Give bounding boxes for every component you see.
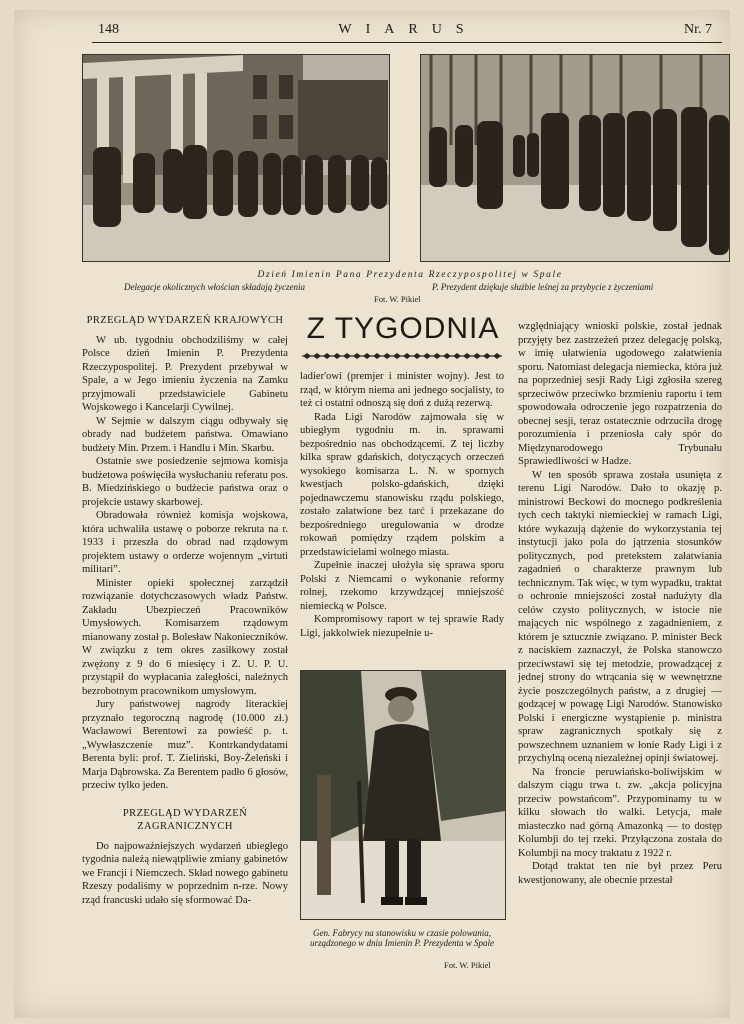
header-rule: [92, 42, 722, 43]
issue-number: Nr. 7: [684, 22, 712, 37]
left-paragraph: Obradowała również komisja wojskowa, która uchwaliła ustawę o poborze rekruta na r. 1933 i przeszła do obrad nad rządowym projektem ustawy o orderze wojennym „virtuti militari”.: [82, 510, 288, 575]
left-paragraph: W Sejmie w dalszym ciągu odbywały się obrady nad budżetem państwa. Omawiano budżety Min. Przem. i Handlu i Min. Skarbu.: [82, 415, 288, 454]
right-paragraph: Na froncie peruwiańsko-boliwijskim w dalszym ciągu trwa t. zw. „akcja policyjna przeciw powstańcom”. Przypominamy tu w kilku słowach tło walki. Letycja, małe miasteczko nad górną Amazonką — to dostęp Kolumbji do tej rzeki. Przyłączona została do Kolumbji na mocy traktatu z 1922 r.: [518, 766, 722, 859]
right-paragraph: W ten sposób sprawa została usunięta z terenu Ligi Narodów. Dało to okazję p. ministrowi Beckowi do mocnego podkreślenia tych cech taktyki niemieckiej w ramach Ligi, które wykazują dążenie do wykorzystania tej instytucji jako pola do jątrzenia stosunków politycznych, pod pretekstem załatwiania zagadnień o charakterze prawnym lub technicznym. Tak więc, w tym wypadku, traktat o ochronie mniejszości został nadużyty dla celów czysto politycznych, w istocie nie mających nic wspólnego z zagadnieniem, z którem je sztucznie związano. P. minister Beck z naciskiem zaznaczył, że Polska stanowczo przeciwstawi się tej metodzie, prowadzącej z jednej strony do wtrącania się w wewnętrzne życie poszczególnych państw, a z drugiej — godzącej w powagę Ligi Narodów. Stanowisko Polski i energiczne wystąpienie p. ministra spraw zagranicznych spotkały się z powszechnem uznaniem w łonie Rady Ligi i z przychylną oceną niezależnej opinji światowej.: [518, 469, 722, 764]
photo-forest-service: [420, 54, 730, 262]
right-paragraph: względniający wnioski polskie, został jednak przyjęty bez zastrzeżeń przez delegację polską, w imię ułatwienia ugodowego załatwienia sporu. Natomiast delegacja niemiecka, która już na poprzedniej sesji Rady Ligi zgłosiła szereg sprzeciwów przeciwko brzmieniu raportu i tem spowodowała odroczenie jego rozpatrzenia do obecnej sesji, teraz ostatecznie odrzuciła drogę porozumienia i przeniosła cały spór do Międzynarodowego Trybunału Sprawiedliwości w Hadze.: [518, 321, 722, 467]
top-caption-left: Delegacje okolicznych włościan składają życzenia: [124, 282, 305, 292]
left-paragraph: Minister opieki społecznej zarządził rozwiązanie dotychczasowych władz Państw. Zakładu Ubezpieczeń Pracowników Umysłowych. Komisarzem rządowym mianowany został p. Bolesław Nakonieczników. W związku z tem okres zasiłkowy został zwężony z 9 do 6 miesięcy i Z. U. P. U. przystąpił do wypłacania zaległości, należnych bezrobotnym pracownikom umysłowym.: [82, 577, 288, 697]
page-number: 148: [98, 22, 119, 37]
left-paragraph: Ostatnie swe posiedzenie sejmowa komisja budżetowa poświęciła wysłuchaniu referatu pos. B. Miedzińskiego o budżecie państwa oraz o projekcie ustawy skarbowej.: [82, 456, 288, 508]
middle-paragraph: Zupełnie inaczej ułożyła się sprawa sporu Polski z Niemcami o wykonanie reformy rolnej, rzekomo krzywdzącej mniejszość niemiecką w Polsce.: [300, 560, 504, 612]
left-paragraph: Do najpoważniejszych wydarzeń ubiegłego tygodnia należą niewątpliwie zmiany gabinetów we Francji i Niemczech. Skład nowego gabinetu Rzeszy podaliśmy w poprzednim n-rze. Nowy rząd francuski udało się sformować Da-: [82, 840, 288, 906]
left-column: [82, 312, 288, 907]
middle-column: [300, 370, 504, 640]
left-paragraph: Jury państwowej nagrody literackiej przyznało tegoroczną nagrodę (10.000 zł.) Wacławowi Berentowi za powieść p. t. „Wywłaszczenie muz”. Kontrkandydatami Berenta byli: prof. T. Zieliński, Boy-Żeleński i Marja Dąbrowska. Za Berentem padło 6 głosów, przeciw tylko jeden.: [82, 699, 288, 791]
middle-photo-credit: Fot. W. Pikiel: [444, 960, 491, 970]
photo-general-hunting: [300, 670, 506, 920]
page-header: [98, 22, 718, 40]
right-column: [518, 320, 722, 887]
section-title: Z TYGODNIA: [306, 312, 500, 345]
top-caption-title: Dzień Imienin Pana Prezydenta Rzeczypospolitej w Spale: [257, 270, 563, 280]
middle-photo-caption: Gen. Fabrycy na stanowisku w czasie polowania, urządzonego w dniu Imienin P. Prezydenta w Spale: [310, 928, 494, 948]
foreign-news-heading: PRZEGLĄD WYDARZEŃ ZAGRANICZNYCH: [122, 807, 248, 832]
photo-delegation: [82, 54, 390, 262]
domestic-news-heading: PRZEGLĄD WYDARZEŃ KRAJOWYCH: [86, 315, 284, 326]
top-caption-right: P. Prezydent dziękuje służbie leśnej za przybycie z życzeniami: [432, 282, 654, 292]
middle-paragraph: Rada Ligi Narodów zajmowała się w ubiegłym tygodniu m. in. sprawami bezpośrednio nas obchodzącemi. Z tej liczby kilka spraw gdańskich, dotyczących orzeczeń wysokiego komisarza L. N. w spornych kwestjach polsko-gdańskich, dzięki pojednawczemu stanowisku rządu polskiego, zostało załatwione bez tarć i przekazane do bezpośredniego uregulowania w drodze rokowań pomiędzy rządem polskim a przedstawicielami wolnego miasta.: [300, 411, 504, 558]
top-caption-credit: Fot. W. Pikiel: [374, 294, 421, 304]
left-paragraph: W ub. tygodniu obchodziliśmy w całej Polsce dzień Imienin P. Prezydenta Rzeczypospolitej. P. Prezydent przebywał w Spale, a w Jego imieniu życzenia na Zamku przyjmowali przedstawiciele Gabinetu Wojskowego i Kancelarji Cywilnej.: [82, 334, 288, 413]
middle-paragraph: ladier'owi (premjer i minister wojny). Jest to rząd, w którym niema ani jednego socjalisty, to też ci ostatni odnoszą się doń z dużą rezerwą.: [300, 371, 504, 409]
magazine-title: WIARUS: [338, 22, 478, 37]
middle-paragraph: Kompromisowy raport w tej sprawie Rady Ligi, jakkolwiek niezupełnie u-: [300, 614, 504, 639]
title-ornament: [302, 352, 502, 360]
right-paragraph: Dotąd traktat ten nie był przez Peru kwestjonowany, ale obecnie przestał: [518, 861, 722, 886]
